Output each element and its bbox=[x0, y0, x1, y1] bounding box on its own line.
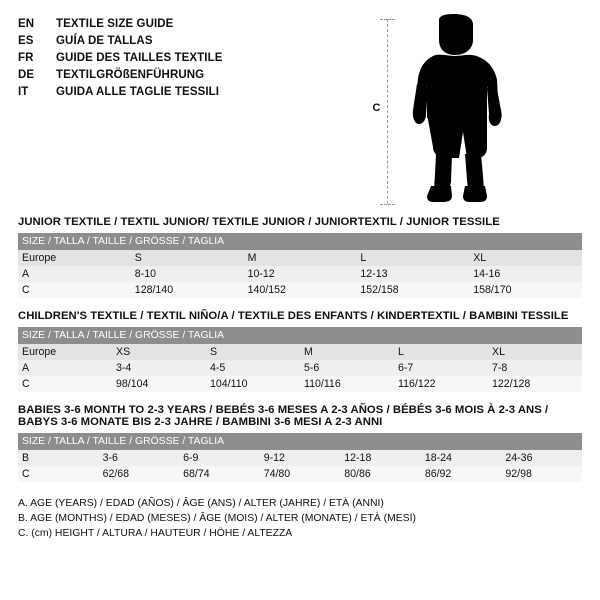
row-label: C bbox=[18, 282, 131, 298]
cell: 86/92 bbox=[421, 466, 502, 482]
legend-item-c: C. (cm) HEIGHT / ALTURA / HAUTEUR / HÖHE / ALTEZZA bbox=[18, 528, 293, 539]
language-code-it: IT bbox=[18, 86, 29, 98]
cell: L bbox=[394, 344, 488, 360]
language-row-de bbox=[18, 67, 223, 84]
cell: 140/152 bbox=[244, 282, 357, 298]
cell: 14-16 bbox=[469, 266, 582, 282]
cell: XL bbox=[488, 344, 582, 360]
table-row bbox=[18, 360, 582, 376]
section-babies-title: BABIES 3-6 MONTH TO 2-3 YEARS / BEBÉS 3-6 MESES A 2-3 AÑOS / BÉBÉS 3-6 MOIS À 2-3 ANS / BABYS 3-6 MONATE BIS 2-3 JAHRE / BAMBINI 3-6 MESI A 2-3 ANNI bbox=[18, 404, 549, 428]
cell: 152/158 bbox=[356, 282, 469, 298]
language-row-es bbox=[18, 33, 223, 50]
cell: 116/122 bbox=[394, 376, 488, 392]
cell: 8-10 bbox=[131, 266, 244, 282]
cell: 92/98 bbox=[501, 466, 582, 482]
table-row bbox=[18, 344, 582, 360]
cell: 62/68 bbox=[99, 466, 180, 482]
cell: 12-13 bbox=[356, 266, 469, 282]
junior-size-table bbox=[18, 233, 582, 298]
table-row bbox=[18, 466, 582, 482]
cell: 7-8 bbox=[488, 360, 582, 376]
cell: XS bbox=[112, 344, 206, 360]
section-children bbox=[18, 310, 582, 392]
language-text-de: TEXTILGRÖßENFÜHRUNG bbox=[56, 69, 205, 81]
language-text-fr: GUIDE DES TAILLES TEXTILE bbox=[56, 52, 223, 64]
language-code-de: DE bbox=[18, 69, 35, 81]
table-row bbox=[18, 376, 582, 392]
row-label: C bbox=[18, 466, 99, 482]
language-row-it bbox=[18, 84, 223, 101]
legend-item-a: A. AGE (YEARS) / EDAD (AÑOS) / ÂGE (ANS) / ALTER (JAHRE) / ETÀ (ANNI) bbox=[18, 498, 384, 509]
cell: 24-36 bbox=[501, 450, 582, 466]
language-text-it: GUIDA ALLE TAGLIE TESSILI bbox=[56, 86, 220, 98]
table-head-row bbox=[18, 233, 582, 250]
table-row bbox=[18, 450, 582, 466]
cell: 6-9 bbox=[179, 450, 260, 466]
children-head-label: SIZE / TALLA / TAILLE / GRÖSSE / TAGLIA bbox=[18, 327, 582, 344]
cell: 80/86 bbox=[340, 466, 421, 482]
section-children-title: CHILDREN'S TEXTILE / TEXTIL NIÑO/A / TEXTILE DES ENFANTS / KINDERTEXTIL / BAMBINI TESSILE bbox=[18, 310, 569, 322]
babies-head-label: SIZE / TALLA / TAILLE / GRÖSSE / TAGLIA bbox=[18, 433, 582, 450]
cell: 12-18 bbox=[340, 450, 421, 466]
section-junior-title: JUNIOR TEXTILE / TEXTIL JUNIOR/ TEXTILE JUNIOR / JUNIORTEXTIL / JUNIOR TESSILE bbox=[18, 216, 500, 228]
header bbox=[18, 14, 582, 204]
cell: 3-6 bbox=[99, 450, 180, 466]
height-measure-line bbox=[387, 19, 388, 204]
cell: M bbox=[244, 250, 357, 266]
cell: 9-12 bbox=[260, 450, 341, 466]
cell: 98/104 bbox=[112, 376, 206, 392]
junior-head-label: SIZE / TALLA / TAILLE / GRÖSSE / TAGLIA bbox=[18, 233, 582, 250]
table-head-row bbox=[18, 327, 582, 344]
legend bbox=[18, 496, 582, 541]
babies-size-table bbox=[18, 433, 582, 482]
row-label: C bbox=[18, 376, 112, 392]
children-size-table bbox=[18, 327, 582, 392]
table-row bbox=[18, 250, 582, 266]
table-row bbox=[18, 266, 582, 282]
cell: 110/116 bbox=[300, 376, 394, 392]
height-measure-tick-bottom bbox=[380, 204, 395, 205]
cell: 122/128 bbox=[488, 376, 582, 392]
cell: XL bbox=[469, 250, 582, 266]
cell: 18-24 bbox=[421, 450, 502, 466]
language-text-en: TEXTILE SIZE GUIDE bbox=[56, 18, 174, 30]
language-row-en bbox=[18, 16, 223, 33]
cell: 74/80 bbox=[260, 466, 341, 482]
language-text-es: GUÍA DE TALLAS bbox=[56, 35, 153, 47]
language-code-fr: FR bbox=[18, 52, 34, 64]
cell: 68/74 bbox=[179, 466, 260, 482]
cell: 10-12 bbox=[244, 266, 357, 282]
cell: 158/170 bbox=[469, 282, 582, 298]
row-label: Europe bbox=[18, 344, 112, 360]
cell: 3-4 bbox=[112, 360, 206, 376]
toddler-silhouette-icon bbox=[403, 14, 523, 204]
cell: 6-7 bbox=[394, 360, 488, 376]
row-label: A bbox=[18, 360, 112, 376]
table-row bbox=[18, 282, 582, 298]
cell: M bbox=[300, 344, 394, 360]
table-head-row bbox=[18, 433, 582, 450]
row-label: A bbox=[18, 266, 131, 282]
section-babies bbox=[18, 404, 582, 482]
cell: S bbox=[206, 344, 300, 360]
language-row-fr bbox=[18, 50, 223, 67]
row-label: Europe bbox=[18, 250, 131, 266]
child-figure bbox=[373, 14, 543, 204]
height-measure-tick-top bbox=[380, 19, 395, 20]
section-junior bbox=[18, 216, 582, 298]
cell: 128/140 bbox=[131, 282, 244, 298]
height-measure-label: C bbox=[372, 102, 381, 114]
legend-item-b: B. AGE (MONTHS) / EDAD (MESES) / ÂGE (MOIS) / ALTER (MONATE) / ETÀ (MESI) bbox=[18, 513, 416, 524]
cell: 104/110 bbox=[206, 376, 300, 392]
cell: 4-5 bbox=[206, 360, 300, 376]
row-label: B bbox=[18, 450, 99, 466]
language-list bbox=[18, 14, 223, 101]
cell: L bbox=[356, 250, 469, 266]
cell: S bbox=[131, 250, 244, 266]
language-code-en: EN bbox=[18, 18, 35, 30]
language-code-es: ES bbox=[18, 35, 34, 47]
cell: 5-6 bbox=[300, 360, 394, 376]
